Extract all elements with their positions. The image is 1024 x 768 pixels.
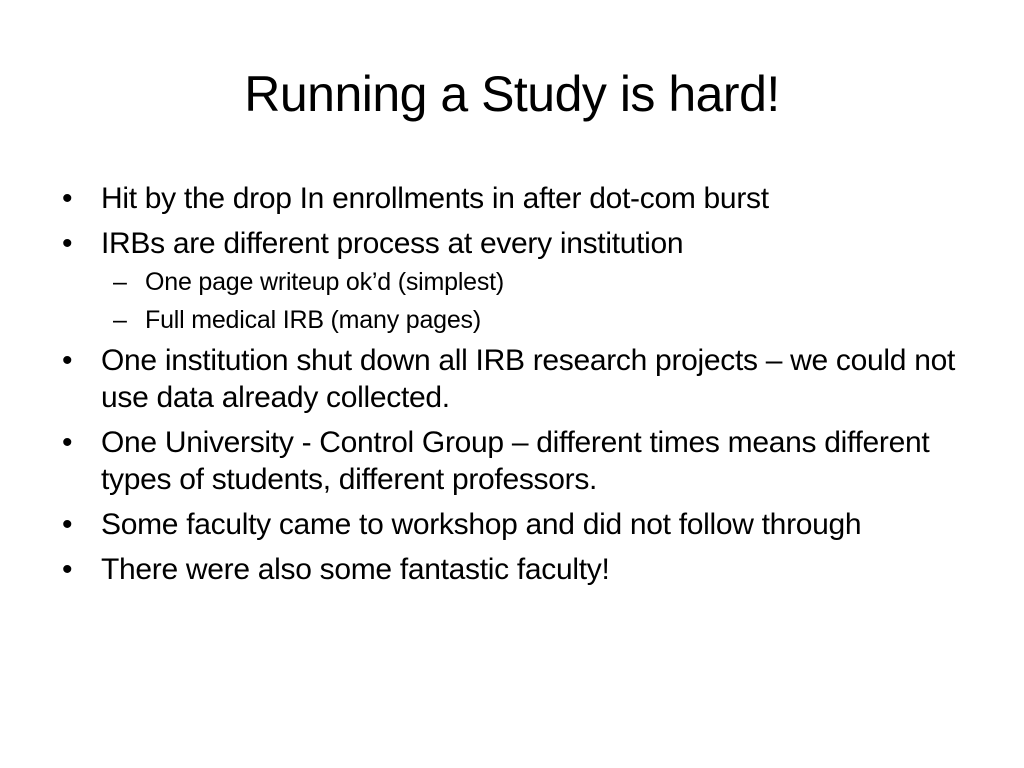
- bullet-item: [62, 225, 972, 262]
- bullet-marker: •: [62, 426, 73, 459]
- slide-title: Running a Study is hard!: [244, 66, 780, 122]
- sub-bullet-item: [62, 304, 972, 336]
- bullet-marker: •: [62, 182, 73, 215]
- bullet-text: Some faculty came to workshop and did not follow through: [101, 508, 862, 541]
- bullet-item: [62, 424, 972, 498]
- bullet-list: [62, 180, 972, 596]
- bullet-marker: •: [62, 344, 73, 377]
- bullet-item: [62, 551, 972, 588]
- bullet-marker: •: [62, 227, 73, 260]
- sub-bullet-text: One page writeup ok’d (simplest): [145, 268, 505, 296]
- bullet-marker: •: [62, 508, 73, 541]
- bullet-text: IRBs are different process at every institution: [101, 227, 684, 260]
- sub-bullet-text: Full medical IRB (many pages): [145, 306, 481, 334]
- bullet-item: [62, 506, 972, 543]
- sub-bullet-marker: –: [113, 306, 127, 334]
- bullet-item: [62, 180, 972, 217]
- bullet-text: Hit by the drop In enrollments in after dot-com burst: [101, 182, 769, 215]
- bullet-text: One University - Control Group – different times means different types of students, different professors.: [101, 426, 930, 496]
- sub-bullet-marker: –: [113, 268, 127, 296]
- bullet-text: There were also some fantastic faculty!: [101, 553, 610, 586]
- bullet-item: [62, 342, 972, 416]
- bullet-text: One institution shut down all IRB research projects – we could not use data already collected.: [101, 344, 955, 414]
- sub-bullet-item: [62, 266, 972, 298]
- bullet-marker: •: [62, 553, 73, 586]
